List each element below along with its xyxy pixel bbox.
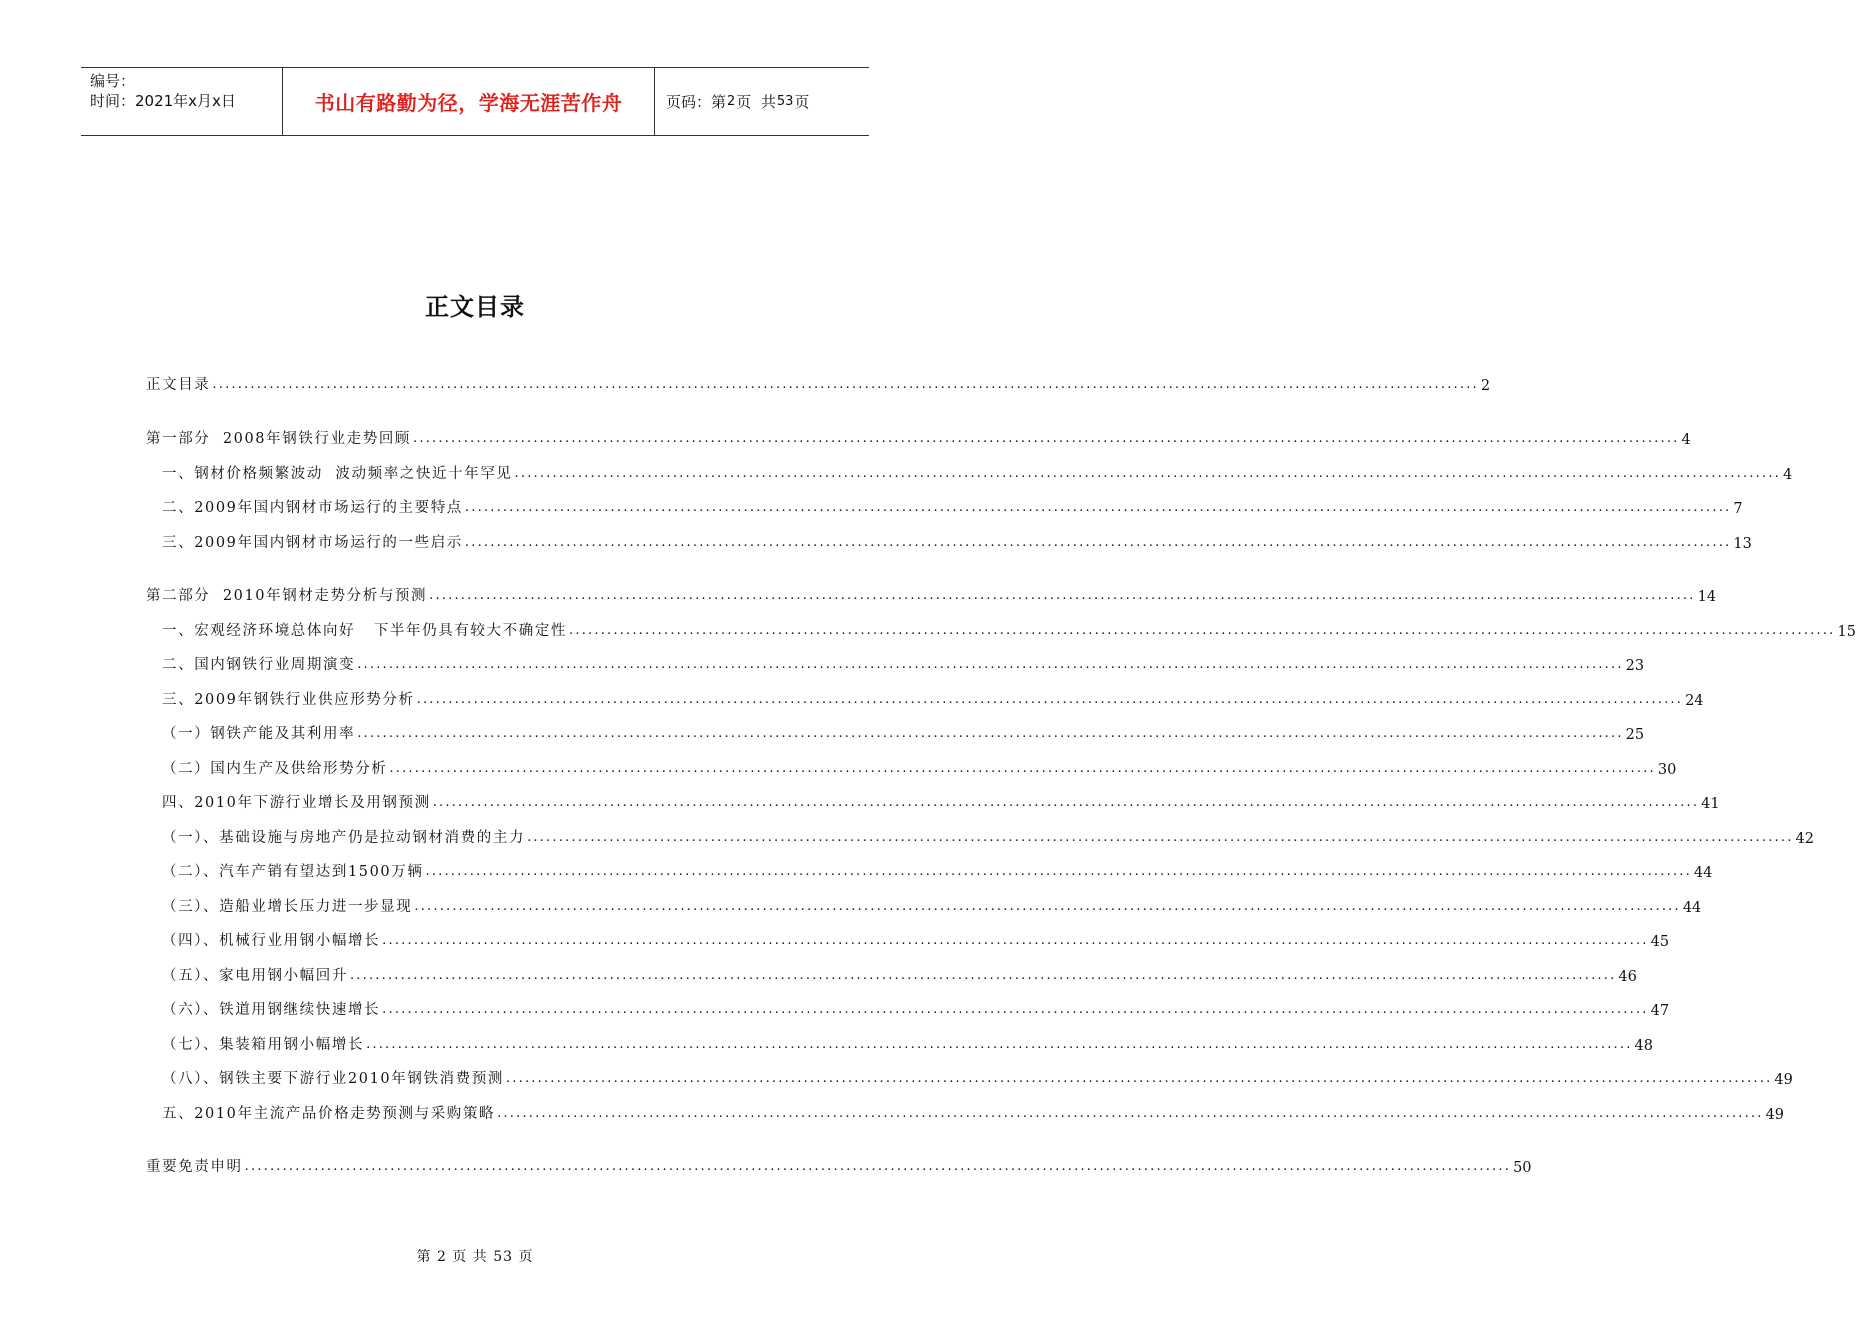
toc-entry-label: 一、宏观经济环境总体向好 下半年仍具有较大不确定性 [162,623,568,639]
toc-entry[interactable] [146,963,1637,985]
toc-entry[interactable] [146,825,1814,847]
toc-entry-label: 二、国内钢铁行业周期演变 [162,657,356,673]
toc-leader-dots: ........................................................................................................................................................................................................ [413,431,1680,446]
page-header [81,67,869,136]
toc-leader-dots: ........................................................................................................................................................................................................ [414,899,1681,914]
toc-entry-page: 2 [1480,378,1491,394]
toc-entry-page: 49 [1774,1072,1793,1088]
toc-leader-dots: ........................................................................................................................................................................................................ [429,588,1696,603]
toc-entry-page: 30 [1657,762,1677,778]
toc-entry-page: 45 [1650,934,1670,950]
code-label: 编号： [90,72,136,90]
toc-entry-label: 第二部分 2010年钢材走势分析与预测 [146,588,428,604]
toc-leader-dots: ........................................................................................................................................................................................................ [357,726,1624,741]
toc-entry-label: 五、2010年主流产品价格走势预测与采购策略 [162,1106,496,1122]
toc-entry[interactable] [146,583,1717,605]
toc-entry-page: 41 [1701,796,1720,812]
toc-entry-page: 25 [1625,727,1645,743]
toc-entry-label: 三、2009年钢铁行业供应形势分析 [162,692,415,708]
toc-entry-label: 二、2009年国内钢材市场运行的主要特点 [162,500,463,516]
toc-entry-page: 44 [1682,900,1702,916]
toc-leader-dots: ........................................................................................................................................................................................................ [389,761,1656,776]
toc-entry[interactable] [146,530,1752,552]
toc-leader-dots: ........................................................................................................................................................................................................ [464,535,1732,550]
toc-entry-label: （四）、机械行业用钢小幅增长 [162,933,381,949]
toc-entry-page: 46 [1618,969,1637,985]
page-prefix: 页码：第 [666,93,727,111]
toc-entry[interactable] [146,928,1670,950]
toc-entry-page: 14 [1697,589,1717,605]
toc-entry-page: 23 [1625,658,1645,674]
toc-entry[interactable] [146,721,1645,743]
toc-leader-dots: ........................................................................................................................................................................................................ [464,500,1732,515]
toc-entry-label: （七）、集装箱用钢小幅增长 [162,1037,365,1053]
toc-entry-label: 重要免责申明 [146,1159,243,1175]
toc-leader-dots: ........................................................................................................................................................................................................ [425,864,1692,879]
toc-entry[interactable] [146,1066,1793,1088]
toc-leader-dots: ........................................................................................................................................................................................................ [244,1159,1512,1174]
toc-entry[interactable] [146,687,1704,709]
toc-entry[interactable] [146,894,1702,916]
toc-entry-page: 50 [1513,1160,1532,1176]
toc-entry-label: 一、钢材价格频繁波动 波动频率之快近十年罕见 [162,466,513,482]
toc-entry[interactable] [146,618,1856,640]
toc-leader-dots: ........................................................................................................................................................................................................ [514,466,1781,481]
time-label: 时间：2021年x月x日 [90,92,236,110]
toc-leader-dots: ........................................................................................................................................................................................................ [416,692,1684,707]
toc-leader-dots: ........................................................................................................................................................................................................ [357,657,1624,672]
toc-entry[interactable] [146,859,1713,881]
toc-entry-page: 13 [1733,536,1752,552]
toc-leader-dots: ........................................................................................................................................................................................................ [349,968,1617,983]
toc-entry-label: （二）、汽车产销有望达到1500万辆 [162,864,424,880]
toc-leader-dots: ........................................................................................................................................................................................................ [432,795,1700,810]
toc-entry-page: 15 [1837,624,1856,640]
toc-entry[interactable] [146,756,1677,778]
toc-entry-label: （二）国内生产及供给形势分析 [162,761,388,777]
page-title: 正文目录 [425,293,525,321]
toc-leader-dots: ........................................................................................................................................................................................................ [505,1071,1773,1086]
toc-entry[interactable] [146,1154,1532,1176]
header-meta [81,68,282,135]
page-total: 53 [776,94,794,109]
toc-entry-page: 49 [1765,1107,1785,1123]
toc-entry[interactable] [146,495,1743,517]
toc-entry[interactable] [146,372,1491,394]
toc-leader-dots: ........................................................................................................................................................................................................ [497,1106,1764,1121]
toc-entry-label: （三）、造船业增长压力进一步显现 [162,899,413,915]
toc-entry-page: 44 [1693,865,1713,881]
toc-entry[interactable] [146,652,1645,674]
toc-entry-page: 4 [1681,432,1691,448]
toc-entry[interactable] [146,997,1670,1019]
toc-entry[interactable] [146,461,1793,483]
toc-entry[interactable] [146,1101,1785,1123]
toc-entry-page: 24 [1685,693,1704,709]
page-suffix: 页 [794,93,810,111]
toc-leader-dots: ........................................................................................................................................................................................................ [382,933,1649,948]
toc-entry-label: （六）、铁道用钢继续快速增长 [162,1002,381,1018]
toc-entry-page: 47 [1650,1003,1670,1019]
page-footer: 第 2 页 共 53 页 [416,1249,534,1265]
toc-entry-page: 42 [1795,831,1814,847]
toc-entry-page: 48 [1634,1038,1653,1054]
toc-leader-dots: ........................................................................................................................................................................................................ [212,377,1479,392]
toc-leader-dots: ........................................................................................................................................................................................................ [366,1037,1633,1052]
toc-entry-label: 正文目录 [146,377,211,393]
toc-entry-page: 4 [1783,467,1793,483]
header-motto: 书山有路勤为径，学海无涯苦作舟 [282,68,655,135]
header-page-number [655,68,869,135]
toc-leader-dots: ........................................................................................................................................................................................................ [382,1002,1649,1017]
toc-entry-label: 三、2009年国内钢材市场运行的一些启示 [162,535,463,551]
toc-entry-page: 7 [1733,501,1743,517]
toc-entry-label: （八）、钢铁主要下游行业2010年钢铁消费预测 [162,1071,504,1087]
toc-entry-label: 四、2010年下游行业增长及用钢预测 [162,795,431,811]
toc-leader-dots: ........................................................................................................................................................................................................ [527,830,1794,845]
toc-entry[interactable] [146,790,1720,812]
toc-entry-label: （一）钢铁产能及其利用率 [162,726,356,742]
toc-entry[interactable] [146,426,1691,448]
page-mid: 页 共 [736,93,776,111]
toc-entry-label: （五）、家电用钢小幅回升 [162,968,348,984]
toc-entry-label: 第一部分 2008年钢铁行业走势回顾 [146,431,412,447]
toc-leader-dots: ........................................................................................................................................................................................................ [569,623,1836,638]
page-current: 2 [727,94,736,109]
toc-entry[interactable] [146,1032,1653,1054]
toc-entry-label: （一）、基础设施与房地产仍是拉动钢材消费的主力 [162,830,526,846]
